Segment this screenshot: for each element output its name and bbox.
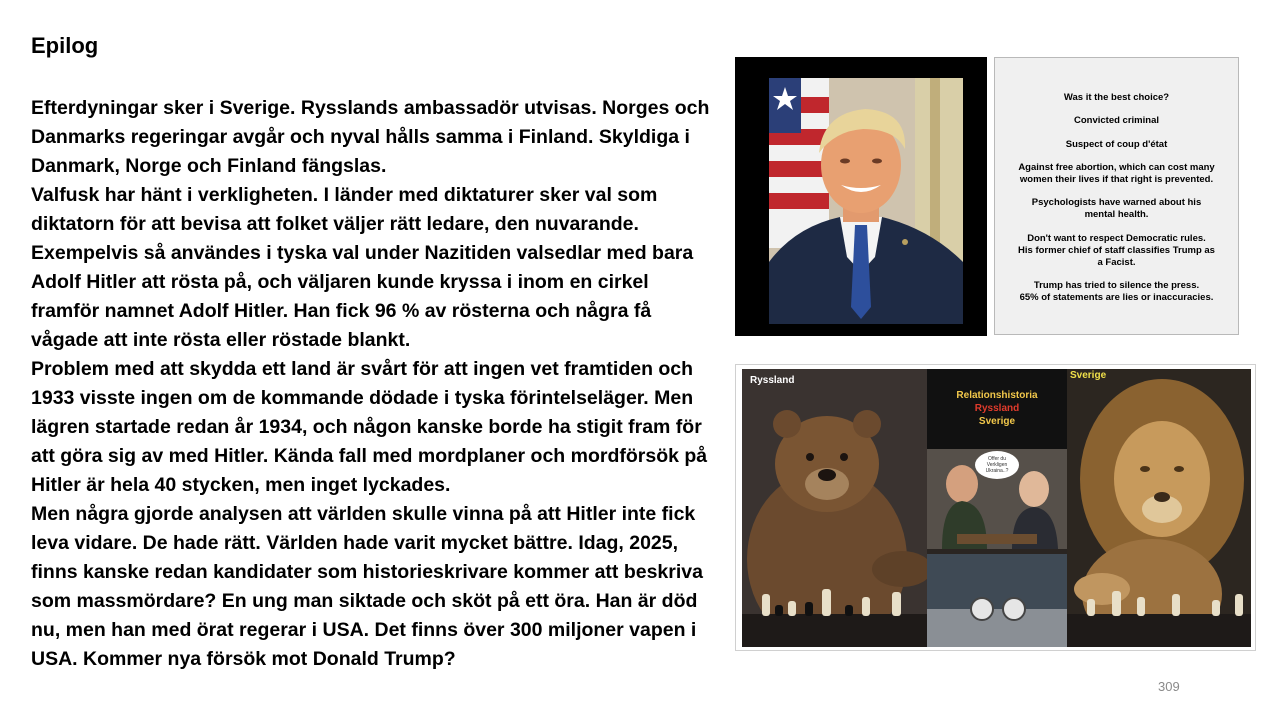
panel-item-press-1: Trump has tried to silence the press. bbox=[1033, 280, 1200, 291]
chess-illustration bbox=[735, 364, 1256, 651]
paragraph-4: Men några gjorde analysen att världen skulle vinna på att Hitler inte fick leva vidare. De hade rätt. Världen hade varit mycket bättre. Idag, 2025, finns kanske redan kandidater som historieskrivare kommer att beskriva som massmördare? En ung man siktade och sköt på ett öra. Han är död nu, men han med örat regerar i USA. Det finns över 300 miljoner vapen i USA. Kommer nya försök mot Donald Trump? bbox=[31, 503, 703, 670]
panel-question: Was it the best choice? bbox=[1063, 92, 1170, 103]
panel-item-psych-1: Psychologists have warned about his bbox=[1031, 197, 1202, 208]
slide-title: Epilog bbox=[31, 33, 99, 58]
speech-bubble-line-1: Offer du bbox=[988, 456, 1006, 462]
speech-bubble-line-2: Verkligen bbox=[986, 462, 1008, 468]
center-title-line-2: Ryssland bbox=[974, 403, 1020, 414]
panel-item-democracy-1: Don't want to respect Democratic rules. bbox=[1027, 233, 1206, 244]
paragraph-3: Problem med att skydda ett land är svårt för att ingen vet framtiden och 1933 visste ingen om de kommande dödade i tyska förintelseläger. Men lägren startade redan år 1934, och någon kanske borde ha stigit fram för att göra sig av med Hitler. Kända fall med mordplaner och mordförsök på Hitler är hela 40 stycken, men inget lyckades. bbox=[31, 358, 708, 496]
panel-item-abortion-1: Against free abortion, which can cost many bbox=[1018, 162, 1215, 173]
page-number: 309 bbox=[1158, 679, 1180, 694]
panel-item-democracy-3: a Facist. bbox=[1097, 257, 1136, 268]
paragraph-2: Valfusk har hänt i verkligheten. I länder med diktaturer sker val som diktatorn för att bevisa att folket väljer rätt ledare, den nuvarande. Exempelvis så användes i tyska val under Nazitiden valsedlar med bara Adolf Hitler att rösta på, och väljaren kunde kryssa i inom en cirkel framför namnet Adolf Hitler. Han fick 96 % av rösterna och några få vågade att inte rösta eller röstade blankt. bbox=[31, 184, 694, 351]
body-text bbox=[31, 94, 721, 674]
panel-item-abortion-2: women their lives if that right is prevented. bbox=[1019, 174, 1214, 185]
portrait-image bbox=[735, 57, 987, 336]
center-title-line-1: Relationshistoria bbox=[956, 390, 1038, 401]
label-ryssland: Ryssland bbox=[750, 375, 795, 386]
speech-bubble-line-3: Ukraina..? bbox=[985, 468, 1009, 474]
paragraph-1: Efterdyningar sker i Sverige. Rysslands ambassadör utvisas. Norges och Danmarks regeringar avgår och nyval hålls samma i Finland. Skyldiga i Danmark, Norge och Finland fängslas. bbox=[31, 97, 710, 177]
panel-item-coup: Suspect of coup d'état bbox=[1065, 139, 1168, 150]
panel-item-psych-2: mental health. bbox=[1084, 209, 1149, 220]
panel-item-convicted: Convicted criminal bbox=[1074, 115, 1159, 126]
panel-item-press-2: 65% of statements are lies or inaccuracies. bbox=[1019, 292, 1214, 303]
panel-item-democracy-2: His former chief of staff classifies Trump as bbox=[1018, 245, 1215, 256]
criticism-panel bbox=[994, 57, 1239, 335]
label-sverige: Sverige bbox=[1070, 370, 1107, 381]
center-title-line-3: Sverige bbox=[978, 416, 1016, 427]
